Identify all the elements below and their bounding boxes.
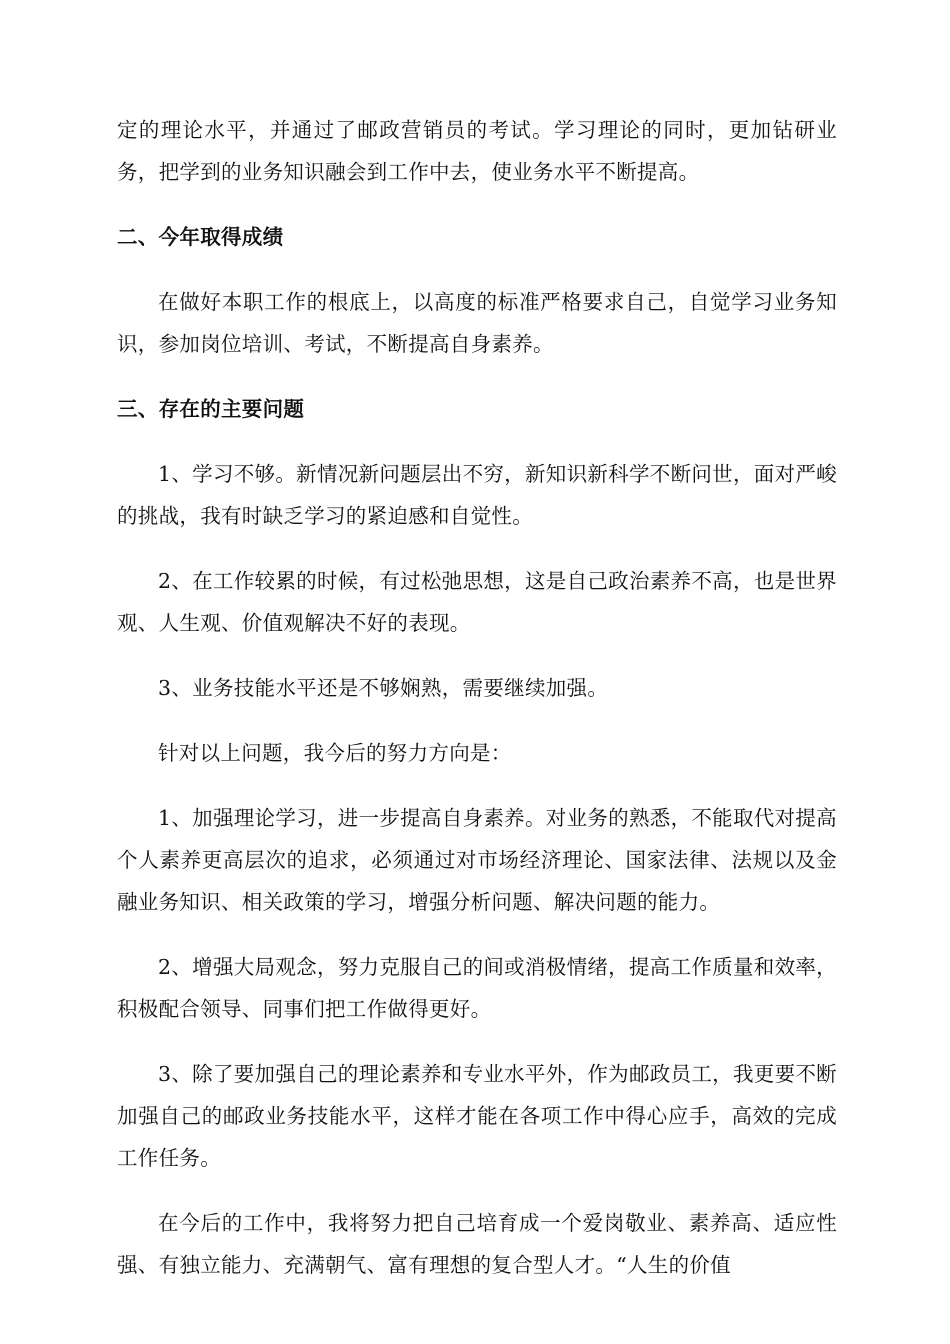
paragraph-problem-1: 1、学习不够。新情况新问题层出不穷，新知识新科学不断问世，面对严峻的挑战，我有时缺乏学习的紧迫感和自觉性。: [117, 462, 837, 528]
section-heading-achievements: 二、今年取得成绩: [117, 225, 284, 249]
paragraph-intro: 定的理论水平，并通过了邮政营销员的考试。学习理论的同时，更加钻研业务，把学到的业务知识融会到工作中去，使业务水平不断提高。: [117, 118, 837, 184]
paragraph-direction-intro: 针对以上问题，我今后的努力方向是：: [158, 741, 512, 765]
paragraph-problem-3: 3、业务技能水平还是不够娴熟，需要继续加强。: [158, 676, 609, 700]
paragraph-direction-2: 2、增强大局观念，努力克服自己的间或消极情绪，提高工作质量和效率，积极配合领导、同事们把工作做得更好。: [117, 955, 837, 1021]
paragraph-direction-3: 3、除了要加强自己的理论素养和专业水平外，作为邮政员工，我更要不断加强自己的邮政业务技能水平，这样才能在各项工作中得心应手，高效的完成工作任务。: [117, 1062, 837, 1170]
section-heading-problems: 三、存在的主要问题: [117, 397, 305, 421]
document-body: [117, 109, 837, 1309]
paragraph-problem-2: 2、在工作较累的时候，有过松弛思想，这是自己政治素养不高，也是世界观、人生观、价值观解决不好的表现。: [117, 569, 837, 635]
paragraph-closing: 在今后的工作中，我将努力把自己培育成一个爱岗敬业、素养高、适应性强、有独立能力、充满朝气、富有理想的复合型人才。“人生的价值: [117, 1211, 837, 1277]
paragraph-achievements: 在做好本职工作的根底上，以高度的标准严格要求自己，自觉学习业务知识，参加岗位培训、考试，不断提高自身素养。: [117, 290, 837, 356]
paragraph-direction-1: 1、加强理论学习，进一步提高自身素养。对业务的熟悉，不能取代对提高个人素养更高层次的追求，必须通过对市场经济理论、国家法律、法规以及金融业务知识、相关政策的学习，增强分析问题、解决问题的能力。: [117, 806, 837, 914]
